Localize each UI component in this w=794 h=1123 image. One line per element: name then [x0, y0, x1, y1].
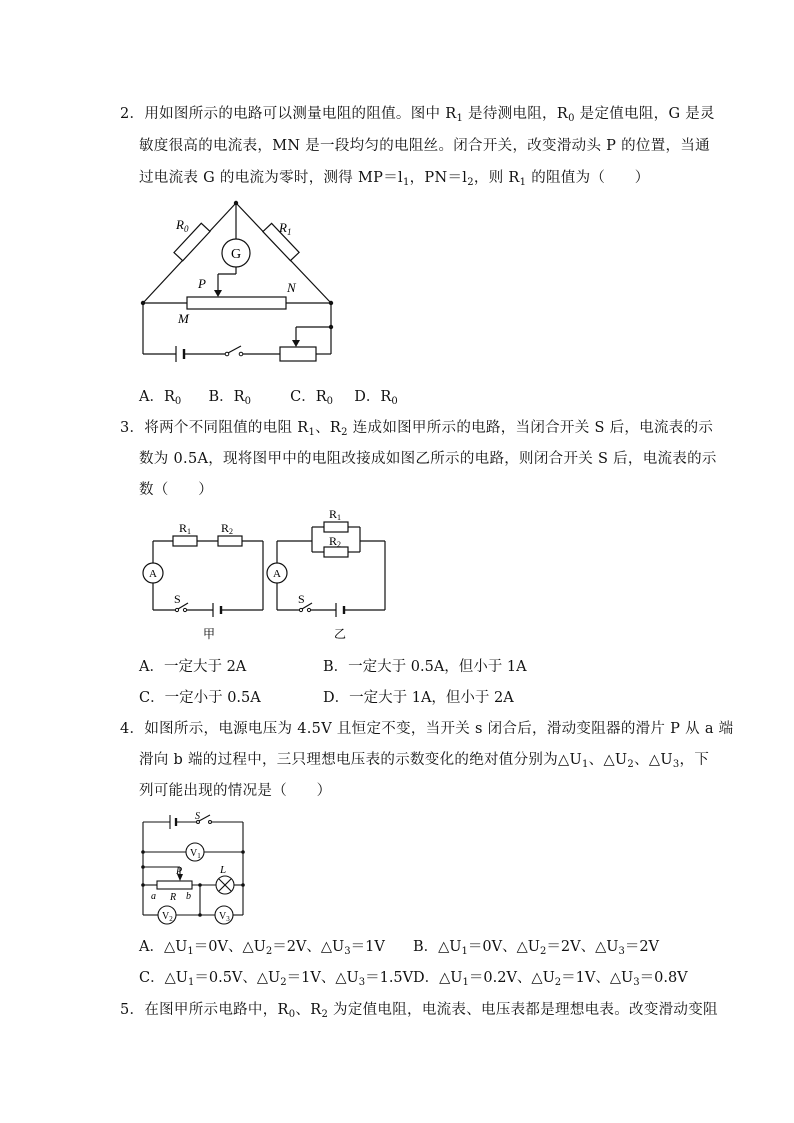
lamp-l — [216, 876, 234, 894]
switch — [225, 346, 243, 356]
battery — [336, 603, 344, 617]
label-a: a — [151, 891, 156, 902]
q4-line-2: 滑向 b 端的过程中，三只理想电压表的示数变化的绝对值分别为$\triangle U_1$、$\triangle U_2$、$\triangle U_3$，下 — [139, 752, 710, 770]
ammeter-label: A — [273, 568, 281, 580]
svg-text:V3: $V_3$ — [219, 911, 230, 923]
ammeter-label: A — [149, 568, 157, 580]
q2-line-2: 敏度很高的电流表，MN 是一段均匀的电阻丝。闭合开关，改变滑动头 P 的位置，当通 — [139, 138, 710, 154]
q3-circuit-yi — [262, 500, 392, 640]
q2-line-3: 过电流表 G 的电流为零时，测得 $MP=l_1$，$PN=l_2$，则 $R_1$ 的阻值为（ ） — [139, 170, 650, 188]
resistance-wire-mn — [187, 297, 286, 309]
label-s: S — [195, 811, 200, 822]
label-yi: 乙 — [334, 627, 347, 641]
q4-line-1: 4．如图所示，电源电压为 4.5V 且恒定不变，当开关 s 闭合后，滑动变阻器的滑片 P 从 a 端 — [120, 721, 734, 737]
q2-option-d[interactable]: D．$R_0$ — [354, 389, 398, 407]
q3-line-2: 数为 0.5A，现将图甲中的电阻改接成如图乙所示的电路，则闭合开关 S 后，电流表的示 — [139, 451, 717, 467]
q4-line-3: 列可能出现的情况是（ ） — [139, 783, 332, 799]
galvanometer-label: G — [230, 247, 242, 262]
slider-p-arrow — [214, 290, 222, 297]
label-s: S — [298, 592, 305, 606]
battery — [176, 346, 184, 362]
q3-circuit-jia — [138, 508, 268, 648]
svg-text:V1: $V_1$ — [190, 848, 201, 860]
label-r1: $R_1$ — [279, 220, 292, 237]
svg-text:V2: $V_2$ — [162, 911, 173, 923]
q3-option-a[interactable]: A．一定大于 2A — [139, 659, 247, 675]
label-r0: $R_0$ — [176, 217, 189, 234]
q3-option-b[interactable]: B．一定大于 0.5A，但小于 1A — [323, 659, 527, 675]
r1-resistor — [173, 536, 197, 546]
label-r1: R1 — [329, 507, 342, 522]
label-jia: 甲 — [203, 627, 216, 641]
label-s: S — [174, 592, 181, 606]
label-r2: R2 — [221, 521, 234, 536]
battery — [213, 603, 221, 617]
q4-circuit-diagram — [135, 810, 255, 925]
rheostat-r — [157, 881, 192, 889]
q4-option-a[interactable]: A．$\triangle U_1=0V$、$\triangle U_2=2V$、$\triangle U_3=1V$ — [139, 939, 385, 957]
label-r2: R2 — [329, 534, 342, 549]
q2-circuit-diagram — [130, 195, 350, 365]
label-l: L — [220, 864, 227, 876]
r2-resistor — [218, 536, 242, 546]
label-n: N — [287, 280, 296, 295]
q4-option-c[interactable]: C．$\triangle U_1=0.5V$、$\triangle U_2=1V$、$\triangle U_3=1.5V$ — [139, 970, 414, 988]
q2-line-1: 2．用如图所示的电路可以测量电阻的阻值。图中 $R_1$ 是待测电阻，$R_0$ 是定值电阻，G 是灵 — [120, 106, 715, 124]
label-b: b — [186, 891, 191, 902]
rheostat-slider-arrow — [292, 340, 300, 347]
q4-option-d[interactable]: D．$\triangle U_1=0.2V$、$\triangle U_2=1V$、$\triangle U_3=0.8V$ — [413, 970, 688, 988]
q2-option-a[interactable]: A．$R_0$ — [139, 389, 182, 407]
q3-line-3: 数（ ） — [139, 482, 213, 498]
label-p: P — [198, 276, 206, 291]
q3-option-d[interactable]: D．一定大于 1A，但小于 2A — [323, 690, 514, 706]
r2-resistor — [324, 547, 348, 557]
rheostat — [280, 347, 316, 361]
r1-resistor — [324, 522, 348, 532]
q5-line-1: 5．在图甲所示电路中，$R_0$、$R_2$ 为定值电阻，电流表、电压表都是理想电表。改变滑动变阻 — [120, 1002, 718, 1020]
battery — [170, 815, 176, 829]
q3-line-1: 3．将两个不同阻值的电阻 $R_1$、$R_2$ 连成如图甲所示的电路，当闭合开关 S 后，电流表的示 — [120, 420, 714, 438]
q4-option-b[interactable]: B．$\triangle U_1=0V$、$\triangle U_2=2V$、$\triangle U_3=2V$ — [413, 939, 660, 957]
q2-option-c[interactable]: C．$R_0$ — [290, 389, 334, 407]
q2-option-b[interactable]: B．$R_0$ — [208, 389, 251, 407]
label-r1: R1 — [179, 521, 192, 536]
label-m: M — [178, 311, 189, 326]
label-p: P — [176, 866, 183, 877]
label-r: R — [170, 892, 177, 903]
q3-option-c[interactable]: C．一定小于 0.5A — [139, 690, 261, 706]
q2-options — [139, 385, 398, 407]
